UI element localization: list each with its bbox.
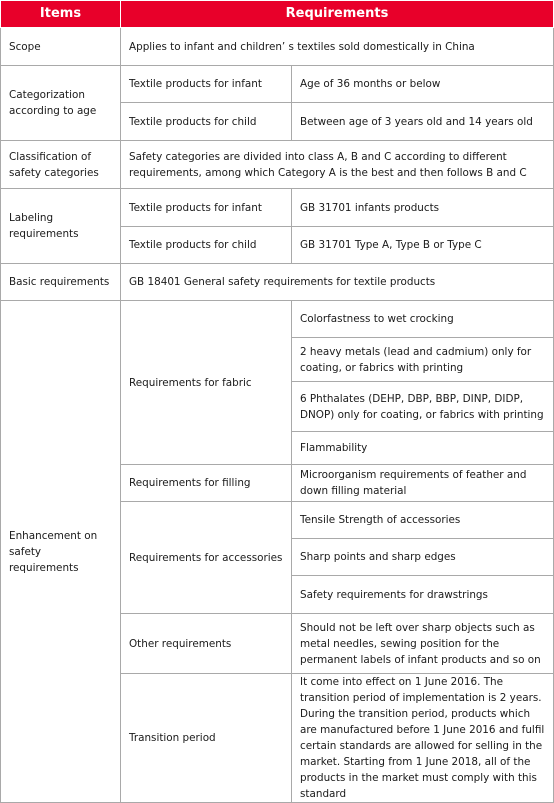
transition-value: It come into effect on 1 June 2016. The transition period of implementation is 2 years. During the transition period, products which are manufactured before 1 June 2016 and fulfil certain standards are allowed for selling in the market. Starting from 1 June 2018, all of the products in the market must comply with this standard: [292, 674, 554, 803]
requirements-header: Requirements: [121, 1, 554, 28]
safety-class-label: Classification of safety categories: [1, 141, 121, 189]
labeling-child-label: Textile products for child: [121, 227, 292, 264]
other-item: Should not be left over sharp objects such as metal needles, sewing position for the permanent labels of infant products and so on: [292, 614, 554, 674]
labeling-infant-value: GB 31701 infants products: [292, 189, 554, 227]
scope-value: Applies to infant and children’ s textiles sold domestically in China: [121, 28, 554, 66]
fabric-item: 2 heavy metals (lead and cadmium) only for coating, or fabrics with printing: [292, 338, 554, 382]
age-infant-label: Textile products for infant: [121, 66, 292, 103]
fabric-item: Flammability: [292, 432, 554, 465]
header-row: [1, 1, 554, 28]
accessories-item: Tensile Strength of accessories: [292, 502, 554, 539]
filling-item: Microorganism requirements of feather and down filling material: [292, 465, 554, 502]
age-child-label: Textile products for child: [121, 103, 292, 141]
table-row: [1, 28, 554, 66]
filling-label: Requirements for filling: [121, 465, 292, 502]
scope-label: Scope: [1, 28, 121, 66]
age-child-value: Between age of 3 years old and 14 years old: [292, 103, 554, 141]
safety-class-value: Safety categories are divided into class A, B and C according to different requirements, among which Category A is the best and then follows B and C: [121, 141, 554, 189]
accessories-item: Sharp points and sharp edges: [292, 539, 554, 576]
basic-label: Basic requirements: [1, 264, 121, 301]
table-row: [1, 141, 554, 189]
fabric-item: Colorfastness to wet crocking: [292, 301, 554, 338]
age-infant-value: Age of 36 months or below: [292, 66, 554, 103]
labeling-infant-label: Textile products for infant: [121, 189, 292, 227]
transition-label: Transition period: [121, 674, 292, 803]
other-label: Other requirements: [121, 614, 292, 674]
table-row: [1, 264, 554, 301]
table-row: [1, 66, 554, 103]
table-row: [1, 189, 554, 227]
accessories-item: Safety requirements for drawstrings: [292, 576, 554, 614]
basic-value: GB 18401 General safety requirements for textile products: [121, 264, 554, 301]
fabric-item: 6 Phthalates (DEHP, DBP, BBP, DINP, DIDP, DNOP) only for coating, or fabrics with printing: [292, 382, 554, 432]
accessories-label: Requirements for accessories: [121, 502, 292, 614]
age-label: Categorization according to age: [1, 66, 121, 141]
items-header: Items: [1, 1, 121, 28]
labeling-label: Labeling requirements: [1, 189, 121, 264]
fabric-label: Requirements for fabric: [121, 301, 292, 465]
table-row: [1, 301, 554, 338]
enhancement-label: Enhancement on safety requirements: [1, 301, 121, 803]
labeling-child-value: GB 31701 Type A, Type B or Type C: [292, 227, 554, 264]
